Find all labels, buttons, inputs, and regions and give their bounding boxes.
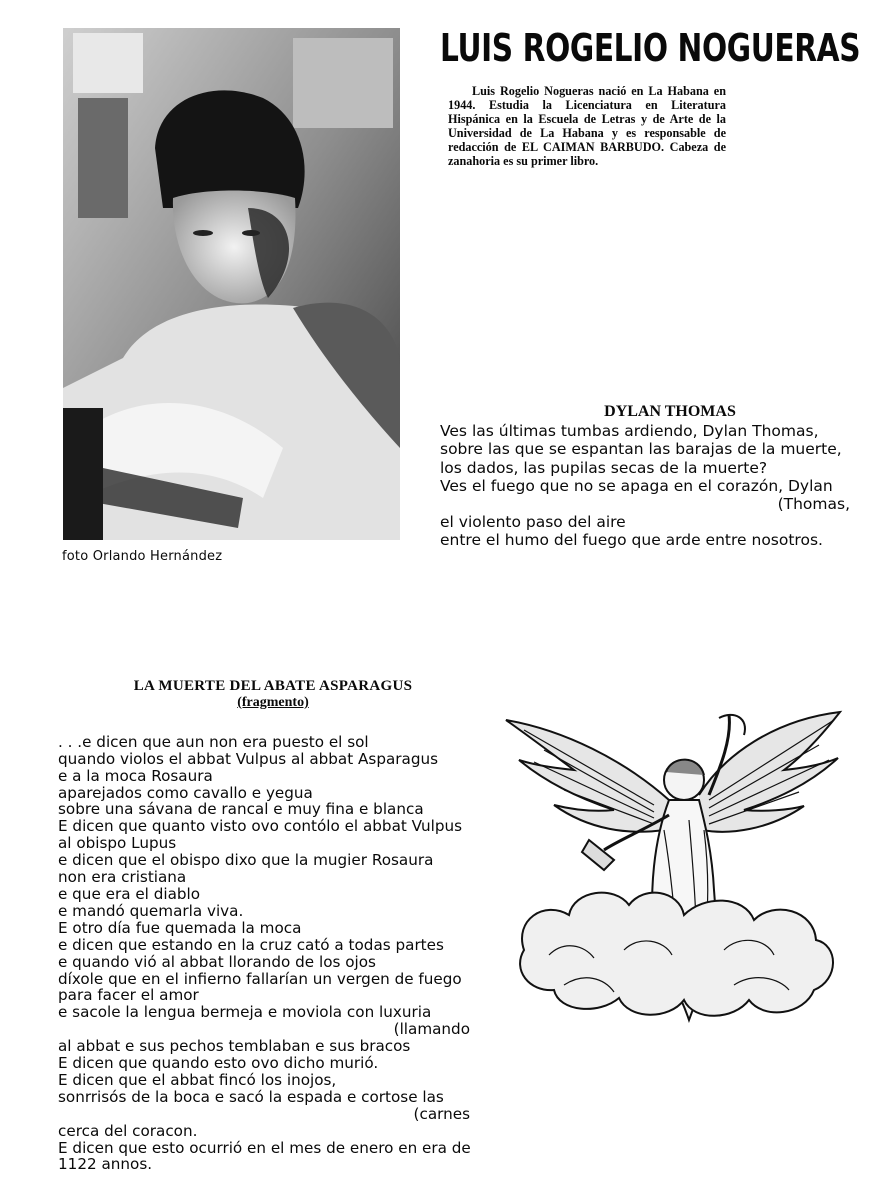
- poem-line: E otro día fue quemada la moca: [58, 918, 302, 937]
- poem-line: E dicen que esto ocurrió en el mes de enero en era de: [58, 1138, 471, 1157]
- poem-line: e quando vió al abbat llorando de los ojos: [58, 952, 376, 971]
- poem-dylan-thomas: [440, 403, 860, 550]
- poem-line: . . .e dicen que aun non era puesto el sol: [58, 732, 369, 751]
- poem-line: 1122 annos.: [58, 1155, 153, 1174]
- poem-line: Ves las últimas tumbas ardiendo, Dylan Thomas,: [440, 422, 819, 441]
- poem-line: E dicen que quando esto ovo dicho murió.: [58, 1054, 379, 1073]
- poem-line: (llamando: [393, 1020, 470, 1039]
- author-bio: Luis Rogelio Nogueras nació en La Habana en 1944. Estudia la Licenciatura en Literatura Hispánica en la Escuela de Letras y de Arte de la Universidad de La Habana y es responsable de redacción de EL CAIMAN BARBUDO. Cabeza de zanahoria es su primer libro.: [448, 84, 726, 168]
- poem-line: sonrrisós de la boca e sacó la espada e cortose las: [58, 1087, 444, 1106]
- poem-line: sobre las que se espantan las barajas de la muerte,: [440, 440, 842, 459]
- poem-line: E dicen que el abbat fincó los inojos,: [58, 1070, 337, 1089]
- poem-line: Ves el fuego que no se apaga en el corazón, Dylan: [440, 476, 833, 495]
- poem-line: al abbat e sus pechos temblaban e sus bracos: [58, 1037, 411, 1056]
- poem-line: (Thomas,: [777, 495, 850, 514]
- poem-line: aparejados como cavallo e yegua: [58, 783, 313, 802]
- poem-line: E dicen que quanto visto ovo contólo el abbat Vulpus: [58, 817, 463, 836]
- poem-line: e a la moca Rosaura: [58, 766, 213, 785]
- angel-illustration: [504, 700, 844, 1040]
- poem-line: para facer el amor: [58, 986, 199, 1005]
- poem-line: e que era el diablo: [58, 884, 201, 903]
- author-photo: [63, 28, 400, 540]
- poem-line: non era cristiana: [58, 868, 187, 887]
- poem-line: e dicen que el obispo dixo que la mugier Rosaura: [58, 851, 434, 870]
- poem-line: e mandó quemarla viva.: [58, 901, 244, 920]
- poem-title: LA MUERTE DEL ABATE ASPARAGUS: [133, 678, 413, 694]
- poem-line: (carnes: [413, 1104, 470, 1123]
- poem-line: al obispo Lupus: [58, 834, 177, 853]
- poem-title: DYLAN THOMAS: [604, 403, 736, 420]
- poem-line: e sacole la lengua bermeja e moviola con luxuria: [58, 1003, 432, 1022]
- poem-line: e dicen que estando en la cruz cató a todas partes: [58, 935, 444, 954]
- photo-credit: foto Orlando Hernández: [62, 549, 223, 564]
- poem-subtitle: (fragmento): [237, 694, 309, 710]
- poem-line: quando violos el abbat Vulpus al abbat Asparagus: [58, 749, 438, 768]
- poem-line: el violento paso del aire: [440, 513, 626, 532]
- poem-line: los dados, las pupilas secas de la muerte?: [440, 458, 768, 477]
- poem-line: entre el humo del fuego que arde entre nosotros.: [440, 531, 823, 550]
- poem-line: cerca del coracon.: [58, 1121, 198, 1140]
- poem-line: díxole que en el infierno fallarían un vergen de fuego: [58, 969, 462, 988]
- poem-muerte-abate-asparagus: [58, 678, 478, 1173]
- author-name-heading: LUIS ROGELIO NOGUERAS: [440, 26, 861, 70]
- poem-line: sobre una sávana de rancal e muy fina e blanca: [58, 800, 424, 819]
